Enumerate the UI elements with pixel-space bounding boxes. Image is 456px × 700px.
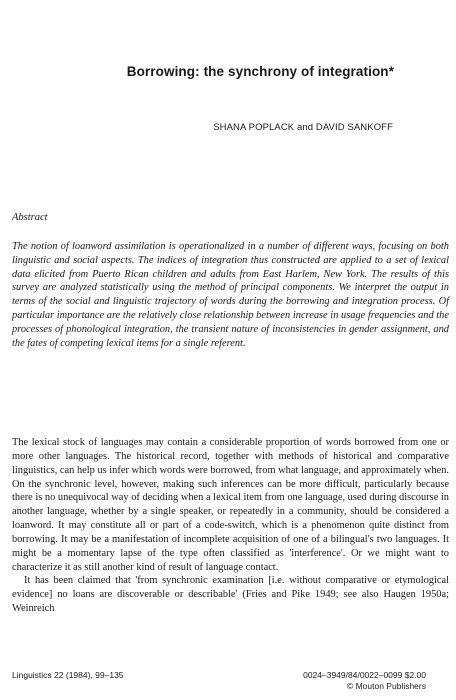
publisher-credit: © Mouton Publishers bbox=[346, 681, 426, 691]
abstract-heading: Abstract bbox=[12, 212, 48, 223]
article-authors: SHANA POPLACK and DAVID SANKOFF bbox=[213, 122, 393, 133]
body-paragraph: The lexical stock of languages may contain a considerable proportion of words borrowed from one or more other languages. The historical record, together with methods of historical and comparative linguistics, can help us infer which words were borrowed, from what language, and approximately when. On the synchronic level, however, making such inferences can be more difficult, particularly because there is no unequivocal way of deciding when a lexical item from one language, used during discourse in another language, whether by a single speaker, or repeatedly in a community, should be considered a loanword. It may constitute all or part of a code-switch, which is a phenomenon quite distinct from borrowing. It may be a manifestation of incomplete acquisition of one of a bilingual's two languages. It might be a momentary lapse of the type often classified as 'interference'. Or we might want to characterize it as still another kind of result of language contact. bbox=[12, 437, 449, 573]
body-paragraph: It has been claimed that 'from synchronic examination [i.e. without comparative or etymological evidence] no loans are discoverable or describable' (Fries and Pike 1949; see also Haugen 1950a; Weinreich bbox=[12, 575, 449, 615]
footer-publication-info bbox=[303, 670, 426, 692]
abstract-text: The notion of loanword assimilation is operationalized in a number of different ways, focusing on both linguistic and social aspects. The indices of integration thus constructed are applied to a set of lexical data elicited from Puerto Rican children and adults from East Harlem, New York. The results of this survey are analyzed statistically using the method of principal components. We interpret the output in terms of the social and linguistic trajectory of words during the borrowing and integration process. Of particular importance are the relatively close relationship between increase in usage frequencies and the processes of phonological integration, the transient nature of inconsistencies in gender assignment, and the fates of competing lexical items for a single referent. bbox=[12, 241, 449, 349]
body-text bbox=[12, 436, 449, 616]
journal-citation: Linguistics 22 (1984), 99–135 bbox=[12, 670, 124, 680]
article-title: Borrowing: the synchrony of integration* bbox=[126, 64, 394, 79]
issn-code: 0024–3949/84/0022–0099 $2.00 bbox=[303, 670, 426, 680]
